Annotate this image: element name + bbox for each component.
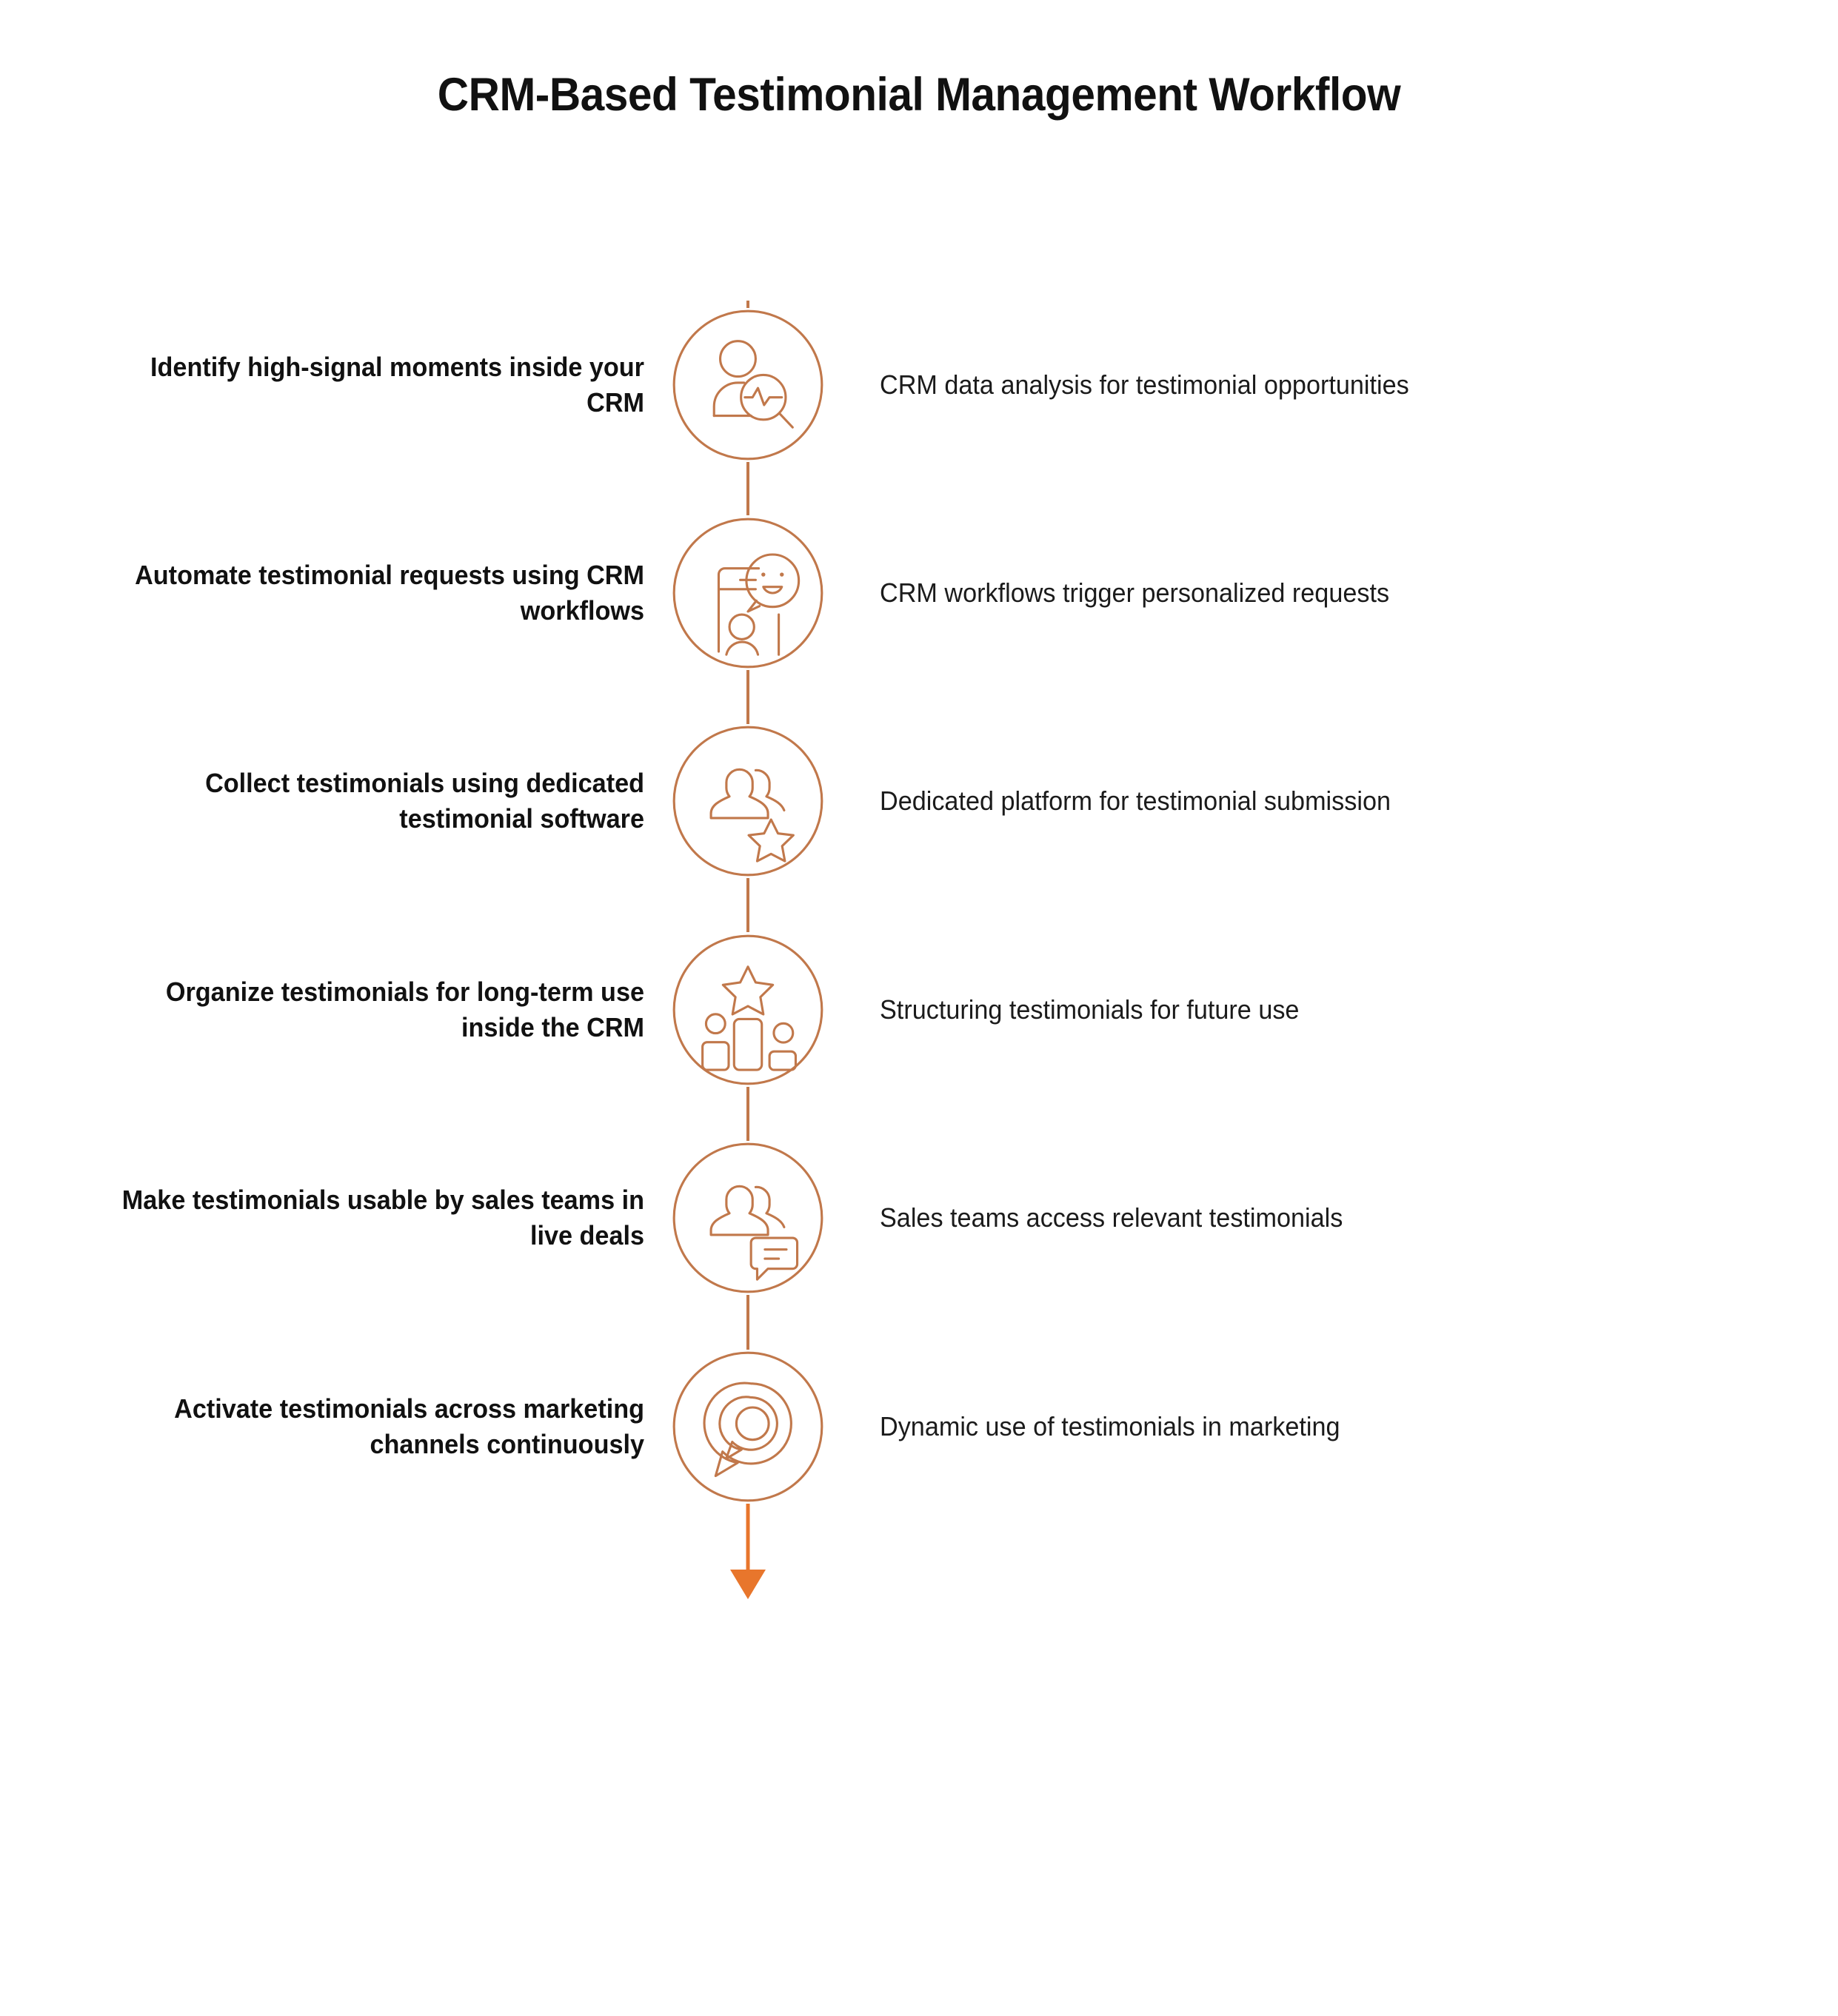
step-5-label: Make testimonials usable by sales teams in live deals (121, 1184, 645, 1250)
feedback-smiley-speech-bubble-icon (671, 516, 825, 670)
step-4-label: Organize testimonials for long-term use inside the CRM (165, 976, 645, 1042)
step-1-description: CRM data analysis for testimonial opportunities (880, 369, 1409, 400)
workflow-step-2[interactable] (0, 515, 1838, 671)
two-people-star-icon (671, 724, 825, 878)
step-2-label: Automate testimonial requests using CRM workflows (135, 559, 645, 626)
step-2-description: CRM workflows trigger personalized requests (880, 577, 1390, 608)
person-magnifier-pulse-icon (671, 308, 825, 462)
workflow-step-5[interactable] (0, 1140, 1838, 1296)
step-4-description: Structuring testimonials for future use (880, 994, 1300, 1025)
two-people-chat-bubble-icon (671, 1141, 825, 1295)
page-title: CRM-Based Testimonial Management Workflow (437, 69, 1401, 121)
step-3-label: Collect testimonials using dedicated testimonial software (205, 767, 644, 834)
step-6-label: Activate testimonials across marketing channels continuously (174, 1393, 644, 1459)
step-4-icon-wrap (644, 933, 852, 1087)
workflow-step-4[interactable] (0, 932, 1838, 1088)
step-3-description: Dedicated platform for testimonial submission (880, 785, 1391, 816)
step-5-description: Sales teams access relevant testimonials (880, 1202, 1343, 1233)
step-2-icon-wrap (644, 516, 852, 670)
workflow-step-6[interactable] (0, 1349, 1838, 1504)
step-6-icon-wrap (644, 1350, 852, 1504)
workflow-step-3[interactable] (0, 723, 1838, 879)
podium-star-ranking-icon (671, 933, 825, 1087)
step-6-description: Dynamic use of testimonials in marketing (880, 1410, 1340, 1441)
workflow-step-1[interactable] (0, 307, 1838, 463)
broadcast-speech-bubble-icon (671, 1350, 825, 1504)
step-1-label: Identify high-signal moments inside your CRM (150, 351, 645, 418)
step-1-icon-wrap (644, 308, 852, 462)
step-5-icon-wrap (644, 1141, 852, 1295)
step-3-icon-wrap (644, 724, 852, 878)
